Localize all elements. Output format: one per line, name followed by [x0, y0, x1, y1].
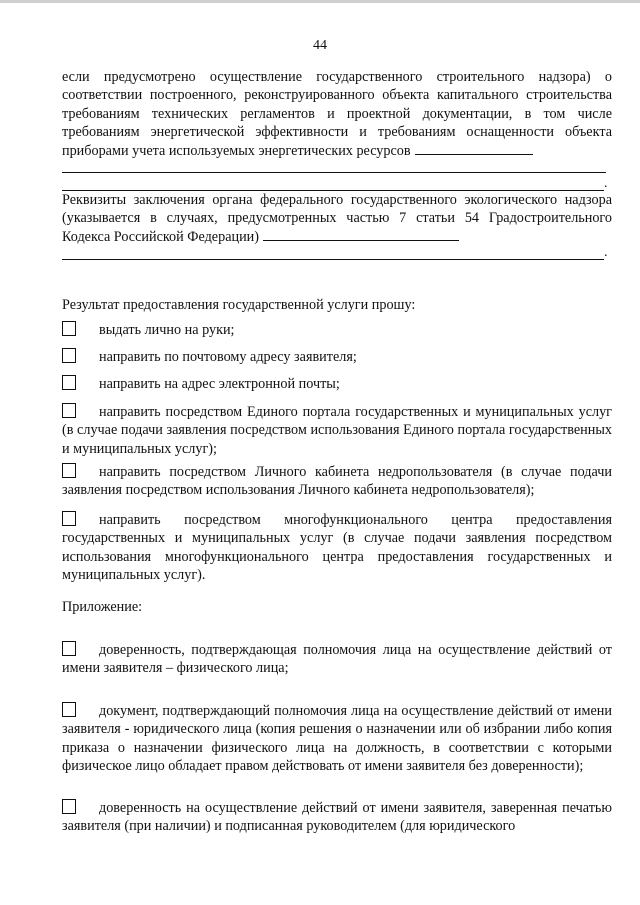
attachment-option-legal-entity-doc: документ, подтверждающий полномочия лица на осуществление действий от имени заявителя - юридического лица (копия решения о назначении или об избрании либо копия приказа о назначении физического лица на должность, в соответствии с которыми физическое лицо обладает правом действовать от имени заявителя без доверенности);: [62, 703, 612, 775]
result-heading: Результат предоставления государственной услуги прошу:: [62, 297, 416, 313]
result-option-post: направить по почтовому адресу заявителя;: [62, 348, 612, 366]
checkbox-individual-poa[interactable]: [62, 641, 76, 656]
requisites-text: Реквизиты заключения органа федерального государственного экологического надзора (указывается в случаях, предусмотренных частью 7 статьи 54 Градостроительного Кодекса Российской Федерации): [62, 192, 612, 245]
checkbox-hand[interactable]: [62, 321, 76, 336]
page-number: 44: [313, 38, 327, 53]
checkbox-sealed-poa[interactable]: [62, 799, 76, 814]
result-option-portal: направить посредством Единого портала государственных и муниципальных услуг (в случае подачи заявления посредством использования Единого портала государственных и муниципальных услуг);: [62, 404, 612, 457]
checkbox-cabinet[interactable]: [62, 463, 76, 478]
intro-paragraph: [62, 68, 612, 160]
checkbox-mfc[interactable]: [62, 511, 76, 526]
requisites-paragraph: [62, 191, 612, 246]
result-option-email: направить на адрес электронной почты;: [62, 375, 612, 393]
attachments-heading: Приложение:: [62, 599, 143, 615]
checkbox-legal-entity-doc[interactable]: [62, 702, 76, 717]
result-option-hand: выдать лично на руки;: [62, 321, 612, 339]
blank-line-3-dot: .: [604, 245, 608, 260]
checkbox-portal[interactable]: [62, 403, 76, 418]
requisites-fill-line[interactable]: [263, 239, 459, 241]
result-option-mfc: направить посредством многофункционального центра предоставления государственных и муниципальных услуг (в случае подачи заявления посредством использования многофункционального центра предоставления государственных и муниципальных услуг).: [62, 512, 612, 584]
intro-text: если предусмотрено осуществление государственного строительного надзора) о соответствии построенного, реконструированного объекта капитального строительства требованиям технических регламентов и проектной документации, в том числе требованиям энергетической эффективности и требованиям оснащенности объекта приборами учета используемых энергетических ресурсов: [62, 69, 612, 159]
attachment-option-individual-poa: доверенность, подтверждающая полномочия лица на осуществление действий от имени заявителя – физического лица;: [62, 642, 612, 677]
blank-line-2-dot: .: [604, 176, 608, 191]
result-option-cabinet: направить посредством Личного кабинета недропользователя (в случае подачи заявления посредством использования Личного кабинета недропользователя);: [62, 464, 612, 499]
intro-fill-line[interactable]: [415, 153, 533, 155]
blank-line-3[interactable]: [62, 259, 604, 260]
attachment-option-sealed-poa: доверенность на осуществление действий от имени заявителя, заверенная печатью заявителя (при наличии) и подписанная руководителем (для юридического: [62, 800, 612, 835]
page-top-edge: [0, 0, 640, 3]
checkbox-post[interactable]: [62, 348, 76, 363]
checkbox-email[interactable]: [62, 375, 76, 390]
blank-line-1[interactable]: [62, 172, 606, 173]
